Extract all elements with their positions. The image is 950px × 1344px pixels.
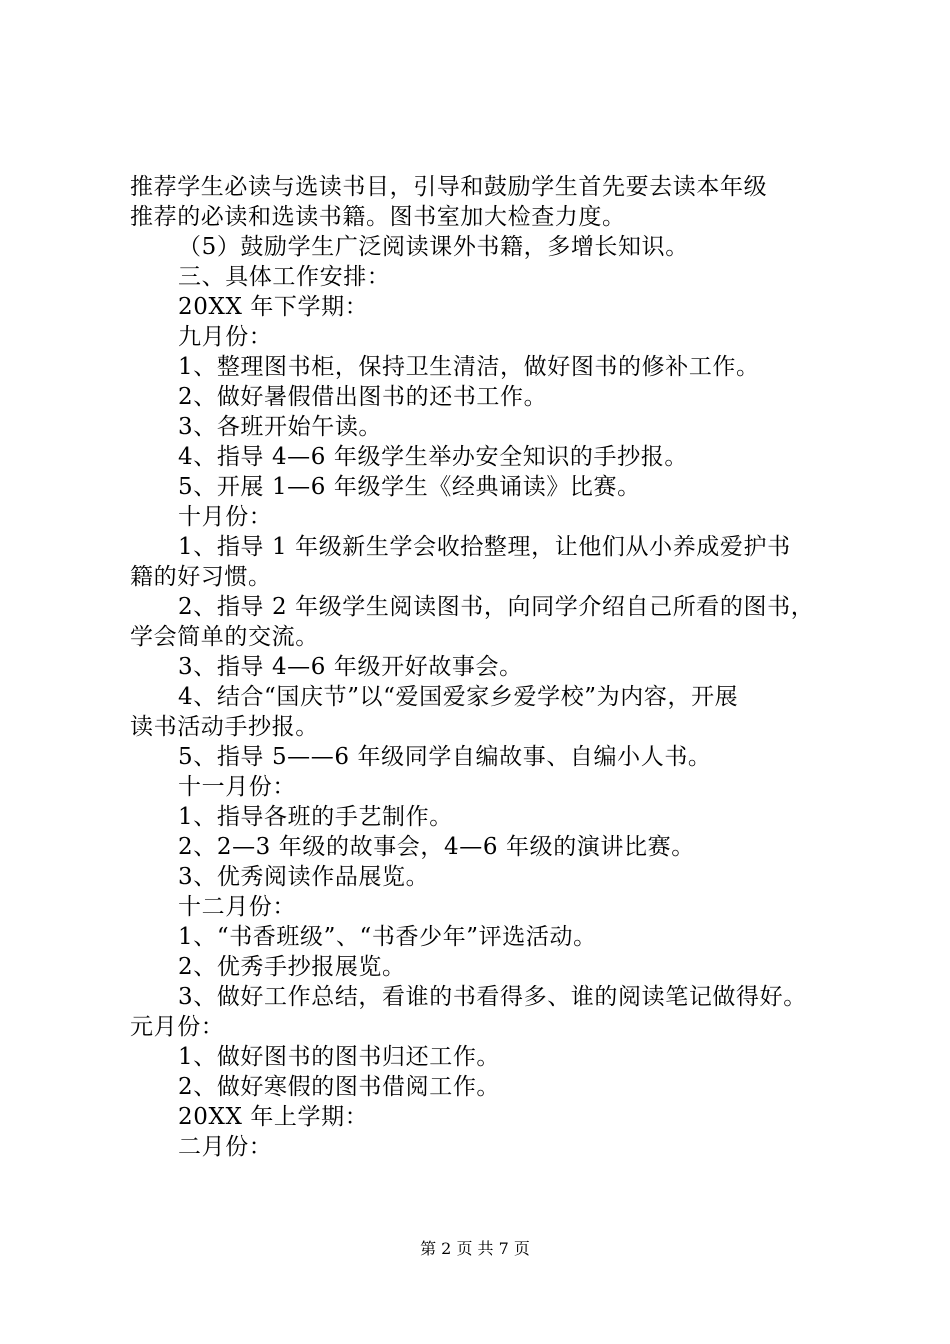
paragraph-line: （5）鼓励学生广泛阅读课外书籍，多增长知识。 [178, 234, 689, 260]
paragraph-line: 十二月份： [178, 894, 296, 920]
paragraph-line: 二月份： [178, 1134, 273, 1160]
document-body [130, 172, 850, 1162]
paragraph-line: 十月份： [178, 504, 273, 530]
paragraph-line: 元月份： [130, 1014, 225, 1040]
paragraph-line: 2、优秀手抄报展览。 [178, 954, 406, 980]
paragraph-line: 1、整理图书柜，保持卫生清洁，做好图书的修补工作。 [178, 354, 760, 380]
paragraph-line: 九月份： [178, 324, 273, 350]
paragraph-line: 3、优秀阅读作品展览。 [178, 864, 430, 890]
page-footer [0, 1238, 950, 1260]
paragraph-line: 学会简单的交流。 [130, 624, 319, 650]
paragraph-line: 1、做好图书的图书归还工作。 [178, 1044, 501, 1070]
paragraph-line: 3、各班开始午读。 [178, 414, 383, 440]
page-number-indicator: 第 2 页 共 7 页 [420, 1239, 530, 1258]
paragraph-line: 2、做好暑假借出图书的还书工作。 [178, 384, 548, 410]
paragraph-line: 2、2—3 年级的故事会，4—6 年级的演讲比赛。 [178, 834, 695, 860]
paragraph-line: 5、开展 1—6 年级学生《经典诵读》比赛。 [178, 474, 641, 500]
paragraph-line: 读书活动手抄报。 [130, 714, 319, 740]
paragraph-line: 5、指导 5——6 年级同学自编故事、自编小人书。 [178, 744, 712, 770]
paragraph-line: 1、“书香班级”、“书香少年”评选活动。 [178, 924, 597, 950]
paragraph-line: 20XX 年上学期： [178, 1104, 369, 1130]
paragraph-line: 十一月份： [178, 774, 296, 800]
paragraph-line: 推荐的必读和选读书籍。图书室加大检查力度。 [130, 204, 626, 230]
paragraph-line: 1、指导 1 年级新生学会收拾整理，让他们从小养成爱护书 [178, 534, 791, 560]
paragraph-line: 推荐学生必读与选读书目，引导和鼓励学生首先要去读本年级 [130, 174, 768, 200]
paragraph-line: 2、做好寒假的图书借阅工作。 [178, 1074, 501, 1100]
paragraph-line: 三、具体工作安排： [178, 264, 391, 290]
paragraph-line: 籍的好习惯。 [130, 564, 272, 590]
paragraph-line: 1、指导各班的手艺制作。 [178, 804, 453, 830]
paragraph-line: 4、指导 4—6 年级学生举办安全知识的手抄报。 [178, 444, 688, 470]
paragraph-line: 20XX 年下学期： [178, 294, 369, 320]
paragraph-line: 3、做好工作总结，看谁的书看得多、谁的阅读笔记做得好。 [178, 984, 807, 1010]
paragraph-line: 4、结合“国庆节”以“爱国爱家乡爱学校”为内容，开展 [178, 684, 739, 710]
paragraph-line: 3、指导 4—6 年级开好故事会。 [178, 654, 523, 680]
paragraph-line: 2、指导 2 年级学生阅读图书，向同学介绍自己所看的图书， [178, 594, 815, 620]
